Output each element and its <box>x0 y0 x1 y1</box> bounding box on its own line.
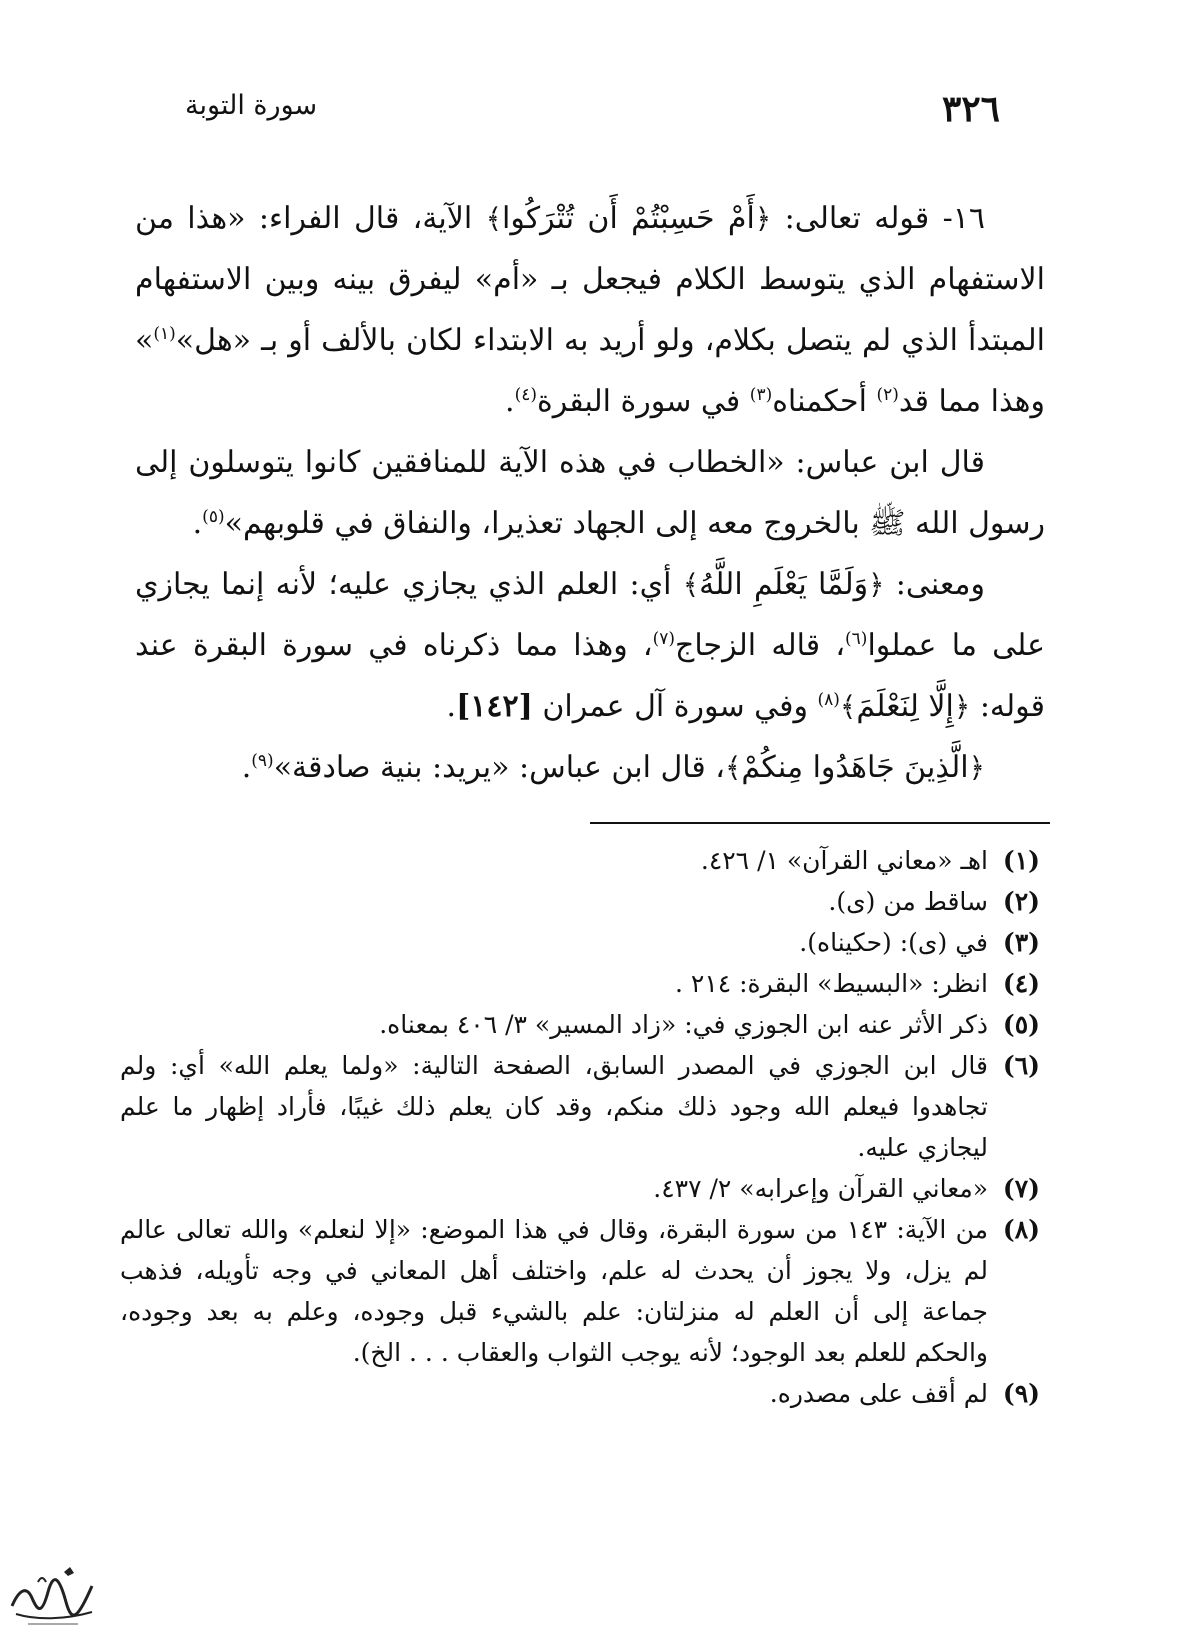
page-number: ٣٢٦ <box>941 88 1000 130</box>
paragraph-text: ، قال ابن عباس: «يريد: بنية صادقة» <box>273 750 725 785</box>
verse-open-brace: ﴿ <box>754 202 772 235</box>
verse-close-brace: ﴾ <box>485 202 502 235</box>
footnote-number: (٣) <box>1002 928 1040 957</box>
footnote-ref[interactable]: (٣) <box>749 385 773 405</box>
paragraph-3 <box>135 554 1045 737</box>
paragraph-text: . <box>505 384 515 419</box>
verse-open-brace: ﴿ <box>953 690 971 723</box>
paragraph-4 <box>135 737 1045 798</box>
footnote-number: (٤) <box>1002 969 1040 998</box>
paragraph-text: » وهذا مما قد <box>135 323 1045 419</box>
footnote-item <box>120 922 1040 963</box>
footnote-item <box>120 1004 1040 1045</box>
footnote-number: (٦) <box>1002 1051 1040 1080</box>
footnote-text: في (ى): (حكيناه). <box>799 928 988 957</box>
footnote-divider <box>590 822 1050 824</box>
footnote-number: (٢) <box>1002 887 1040 916</box>
verse-close-brace: ﴾ <box>839 690 857 723</box>
paragraph-text: . <box>192 506 203 541</box>
paragraph-text: . <box>446 689 457 724</box>
footnote-text: من الآية: ١٤٣ من سورة البقرة، وقال في هذا الموضع: «إلا لنعلم» والله تعالى عالم لم يزل، ولا يجوز أن يحدث له علم، واختلف أهل المعاني في وجه تأويله، فذهب جماعة إلى أن العلم له منزلتان: علم بالشيء قبل وجوده، وعلم به بعد وجوده، والحكم للعلم بعد الوجود؛ لأنه يوجب الثواب والعقاب . . . الخ). <box>120 1215 988 1367</box>
paragraph-lead: ومعنى: <box>895 567 985 602</box>
verse-number-lead: ١٦- قوله تعالى: <box>784 201 985 236</box>
verse-close-brace: ﴾ <box>682 568 700 601</box>
footnote-ref[interactable]: (١) <box>153 324 176 344</box>
quran-verse: أَمْ حَسِبْتُمْ أَن تُتْرَكُوا <box>502 201 755 236</box>
verse-open-brace: ﴿ <box>968 751 985 784</box>
paragraph-2 <box>135 432 1045 554</box>
footnote-text: انظر: «البسيط» البقرة: ٢١٤ . <box>674 969 988 998</box>
footnote-ref[interactable]: (٧) <box>652 629 676 649</box>
publisher-logo-icon <box>8 1562 98 1632</box>
footnote-ref[interactable]: (٦) <box>845 629 868 649</box>
paragraph-text: الآية، قال الفراء: «هذا من الاستفهام الذي يتوسط الكلام فيجعل بـ «أم» ليفرق بينه وبين الاستفهام المبتدأ الذي لم يتصل بكلام، ولو أريد به الابتداء لكان بالألف أو بـ «هل» <box>135 201 1045 358</box>
verse-open-brace: ﴿ <box>868 568 885 601</box>
paragraph-text: قال ابن عباس: «الخطاب في هذه الآية للمنافقين كانوا يتوسلون إلى رسول الله ﷺ بالخروج معه إلى الجهاد تعذيرا، والنفاق في قلوبهم» <box>135 445 1045 541</box>
footnote-number: (٥) <box>1002 1010 1040 1039</box>
footnote-text: ذكر الأثر عنه ابن الجوزي في: «زاد المسير» ٣/ ٤٠٦ بمعناه. <box>379 1010 988 1039</box>
paragraph-text: ، قاله الزجاج <box>675 628 846 663</box>
footnote-text: اهـ «معاني القرآن» ١/ ٤٢٦. <box>700 846 988 875</box>
footnote-number: (٨) <box>1002 1215 1040 1244</box>
footnote-item <box>120 881 1040 922</box>
footnote-item <box>120 963 1040 1004</box>
quran-verse: الَّذِينَ جَاهَدُوا مِنكُمْ <box>741 750 969 785</box>
paragraph-text: أي: العلم الذي يجازي عليه؛ لأنه إنما يجازي على ما عملوا <box>135 567 1045 663</box>
footnotes <box>120 840 1040 1414</box>
quran-verse: إِلَّا لِنَعْلَمَ <box>856 689 954 724</box>
main-text <box>135 188 1045 798</box>
footnote-number: (٧) <box>1002 1174 1040 1203</box>
quran-verse: وَلَمَّا يَعْلَمِ اللَّهُ <box>699 567 869 602</box>
footnote-ref[interactable]: (٨) <box>817 690 840 710</box>
paragraph-text: . <box>241 750 252 785</box>
paragraph-text: وفي سورة آل عمران <box>542 689 808 724</box>
footnote-ref[interactable]: (٤) <box>514 385 538 405</box>
footnote-number: (٩) <box>1002 1379 1040 1408</box>
footnote-ref[interactable]: (٥) <box>202 507 225 527</box>
footnote-item <box>120 1168 1040 1209</box>
verse-reference: [١٤٢] <box>456 689 533 724</box>
footnote-ref[interactable]: (٩) <box>251 751 274 771</box>
chapter-title: سورة التوبة <box>185 90 318 121</box>
footnote-text: لم أقف على مصدره. <box>769 1379 988 1408</box>
paragraph-1 <box>135 188 1045 432</box>
footnote-number: (١) <box>1002 846 1040 875</box>
footnote-text: ساقط من (ى). <box>828 887 988 916</box>
paragraph-text: أحكمناه <box>772 384 867 419</box>
paragraph-text: في سورة البقرة <box>537 384 741 419</box>
running-head <box>185 88 1000 138</box>
footnote-item <box>120 1373 1040 1414</box>
paragraph-text: ، وهذا مما ذكرناه في سورة البقرة عند قوله: <box>135 628 1045 724</box>
footnote-text: قال ابن الجوزي في المصدر السابق، الصفحة التالية: «ولما يعلم الله» أي: ولم تجاهدوا فيعلم الله وجود ذلك منكم، وقد كان يعلم ذلك غيبًا، فأراد إظهار ما علم ليجازي عليه. <box>120 1051 988 1162</box>
footnote-text: «معاني القرآن وإعرابه» ٢/ ٤٣٧. <box>653 1174 988 1203</box>
footnote-item <box>120 1209 1040 1373</box>
footnote-ref[interactable]: (٢) <box>876 385 899 405</box>
verse-close-brace: ﴾ <box>724 751 742 784</box>
footnote-item <box>120 840 1040 881</box>
footnote-item <box>120 1045 1040 1168</box>
